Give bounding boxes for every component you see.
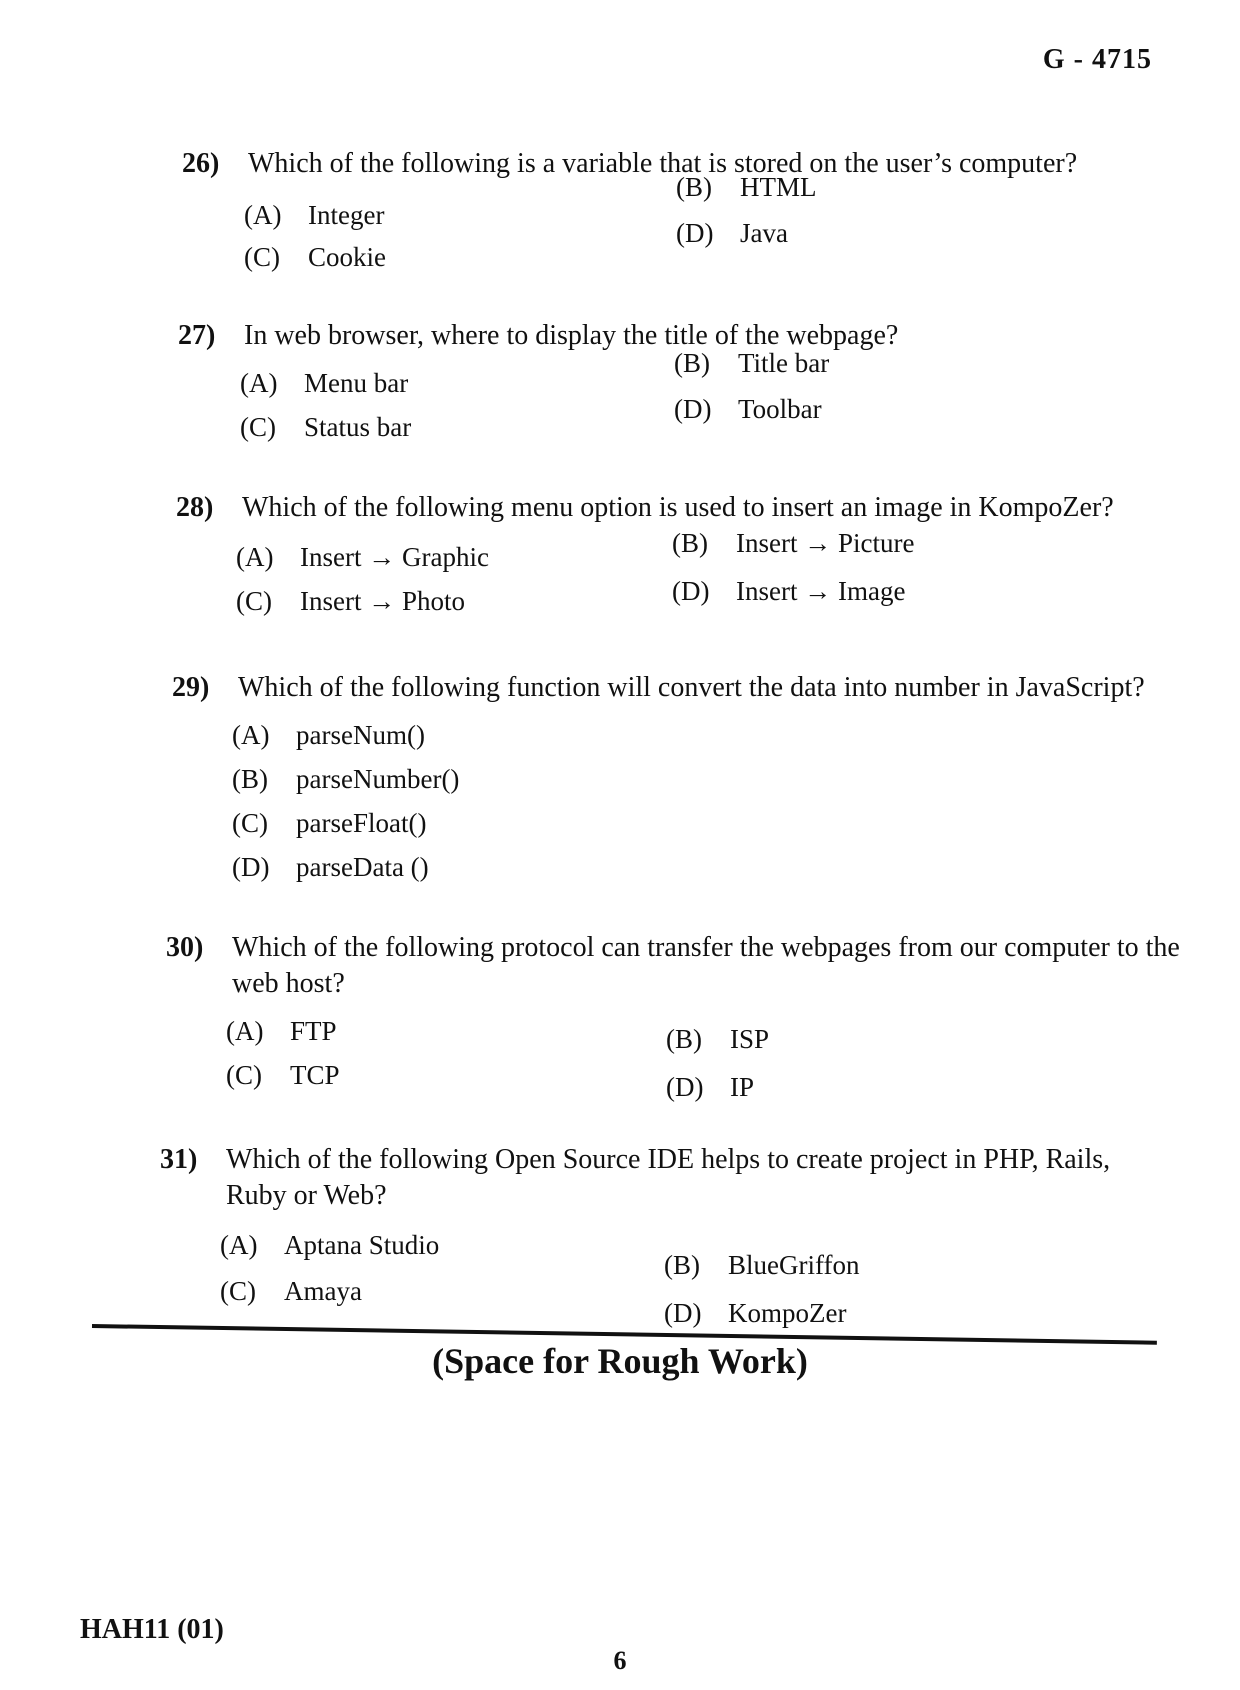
question-stem [172, 670, 1145, 706]
option-a [232, 718, 425, 752]
option-text: parseNum() [296, 720, 425, 750]
question-stem [160, 1142, 1176, 1214]
option-a [244, 198, 384, 232]
option-text: ISP [730, 1024, 770, 1054]
option-text: Title bar [738, 348, 830, 378]
option-text: Aptana Studio [284, 1230, 440, 1260]
option-b [674, 346, 829, 380]
option-letter: (A) [244, 200, 282, 230]
option-text: Status bar [304, 412, 412, 442]
option-a [236, 540, 489, 574]
option-text: Java [740, 218, 788, 248]
question-number: 26) [182, 148, 220, 179]
rough-work-label: (Space for Rough Work) [432, 1341, 808, 1381]
option-d [674, 392, 822, 426]
option-d [232, 850, 429, 884]
option-letter: (A) [232, 720, 270, 750]
question-text: Which of the following is a variable that is stored on the user’s computer? [248, 148, 1078, 179]
option-letter: (A) [220, 1230, 258, 1260]
option-letter: (B) [674, 348, 710, 378]
option-d [672, 574, 905, 608]
option-text: Toolbar [738, 394, 822, 424]
question-text: Which of the following function will convert the data into number in JavaScript? [238, 672, 1145, 703]
option-letter: (C) [226, 1060, 262, 1090]
option-a [240, 366, 408, 400]
option-letter: (D) [664, 1298, 702, 1328]
option-text: Integer [308, 200, 385, 230]
option-letter: (B) [664, 1250, 700, 1280]
option-text: BlueGriffon [728, 1250, 860, 1280]
option-text: Cookie [308, 242, 386, 272]
question-text: Which of the following Open Source IDE helps to create project in PHP, Rails, Ruby or Web? [226, 1144, 1111, 1211]
option-letter: (C) [232, 808, 268, 838]
page-code: G - 4715 [1042, 44, 1152, 75]
option-b [676, 170, 817, 204]
option-letter: (D) [672, 576, 710, 606]
option-letter: (B) [232, 764, 268, 794]
option-letter: (C) [220, 1276, 256, 1306]
option-c [220, 1274, 362, 1308]
question-number: 31) [160, 1144, 198, 1175]
option-letter: (C) [236, 586, 272, 616]
option-letter: (D) [676, 218, 714, 248]
option-text: parseData () [296, 852, 429, 882]
option-letter: (C) [244, 242, 280, 272]
question-number: 28) [176, 492, 214, 523]
option-d [676, 216, 788, 250]
paper-code: HAH11 (01) [80, 1614, 224, 1645]
question-number: 29) [172, 672, 210, 703]
option-text: Insert → Graphic [300, 542, 489, 572]
option-d [666, 1070, 754, 1104]
page-number: 6 [613, 1646, 627, 1675]
option-c [236, 584, 465, 618]
option-text: parseFloat() [296, 808, 427, 838]
option-text: Insert → Image [736, 576, 906, 606]
option-letter: (B) [666, 1024, 702, 1054]
option-text: IP [730, 1072, 755, 1102]
option-text: FTP [290, 1016, 337, 1046]
option-c [232, 806, 426, 840]
option-letter: (D) [674, 394, 712, 424]
question-number: 30) [166, 932, 204, 963]
option-c [226, 1058, 340, 1092]
option-letter: (D) [666, 1072, 704, 1102]
option-b [664, 1248, 859, 1282]
option-a [226, 1014, 337, 1048]
option-c [240, 410, 411, 444]
option-letter: (B) [676, 172, 712, 202]
question-number: 27) [178, 320, 216, 351]
question-text: In web browser, where to display the title of the webpage? [244, 320, 899, 351]
option-text: parseNumber() [296, 764, 460, 794]
question-stem [182, 146, 1077, 182]
option-text: Amaya [284, 1276, 362, 1306]
option-letter: (A) [226, 1016, 264, 1046]
option-text: Insert → Photo [300, 586, 465, 616]
question-text: Which of the following protocol can transfer the webpages from our computer to the web host? [232, 932, 1180, 999]
option-a [220, 1228, 439, 1262]
option-letter: (A) [236, 542, 274, 572]
option-c [244, 240, 386, 274]
question-stem [176, 490, 1114, 526]
option-b [672, 526, 914, 560]
question-stem [166, 930, 1182, 1002]
option-text: KompoZer [728, 1298, 847, 1328]
option-b [232, 762, 459, 796]
option-text: Insert → Picture [736, 528, 915, 558]
option-text: Menu bar [304, 368, 409, 398]
option-letter: (A) [240, 368, 278, 398]
option-letter: (C) [240, 412, 276, 442]
option-letter: (B) [672, 528, 708, 558]
question-text: Which of the following menu option is used to insert an image in KompoZer? [242, 492, 1114, 523]
option-b [666, 1022, 769, 1056]
option-d [664, 1296, 846, 1330]
option-letter: (D) [232, 852, 270, 882]
option-text: TCP [290, 1060, 340, 1090]
option-text: HTML [740, 172, 817, 202]
